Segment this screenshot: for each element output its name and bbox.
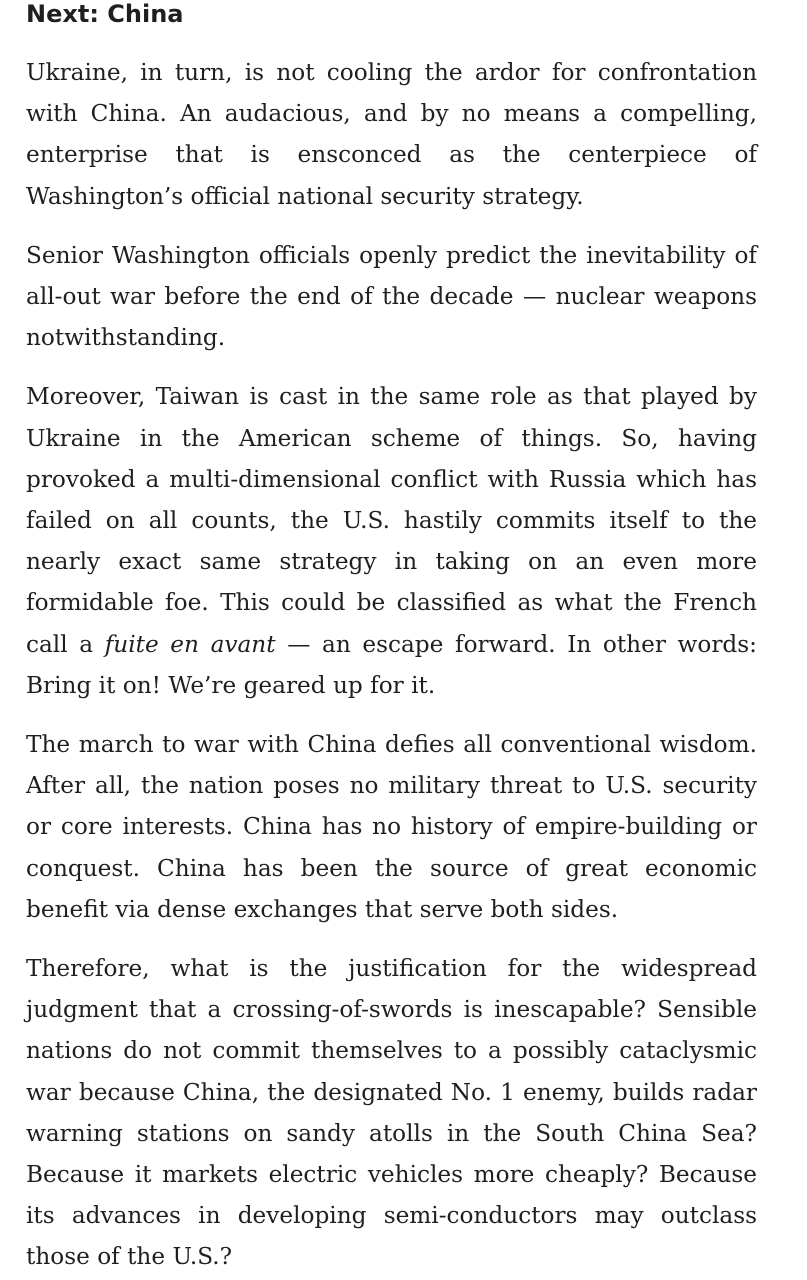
paragraph-1: Ukraine, in turn, is not cooling the ardor for confrontation with China. An audacious, and by no means a compelling, enterprise that is ensconced as the centerpiece of Washington’s official national security strategy.: [26, 59, 757, 210]
paragraph-3-italic-phrase: fuite en avant: [104, 630, 276, 658]
paragraph-4: The march to war with China defies all conventional wisdom. After all, the nation poses no military threat to U.S. security or core interests. China has no history of empire-building or conquest. China has been the source of great economic benefit via dense exchanges that serve both sides.: [26, 731, 757, 923]
paragraph-5: Therefore, what is the justification for the widespread judgment that a crossing-of-swords is inescapable? Sensible nations do not commit themselves to a possibly cataclysmic war because China, the designated No. 1 enemy, builds radar warning stations on sandy atolls in the South China Sea? Because it markets electric vehicles more cheaply? Because its advances in developing semi-conductors may outclass those of the U.S.?: [26, 955, 757, 1271]
paragraph-3-text-end: — an escape forward. In other words: Bring it on! We’re geared up for it.: [26, 630, 757, 699]
paragraph-2: Senior Washington officials openly predict the inevitability of all-out war before the end of the decade — nuclear weapons notwithstanding.: [26, 241, 757, 352]
paragraph-3-text-start: Moreover, Taiwan is cast in the same role as that played by Ukraine in the American scheme of things. So, having provoked a multi-dimensional conflict with Russia which has failed on all counts, the U.S. hastily commits itself to the nearly exact same strategy in taking on an even more formidable foe. This could be classified as what the French call a: [26, 383, 757, 658]
section-heading: Next: China: [26, 0, 184, 28]
paragraph-3: [26, 376, 757, 706]
